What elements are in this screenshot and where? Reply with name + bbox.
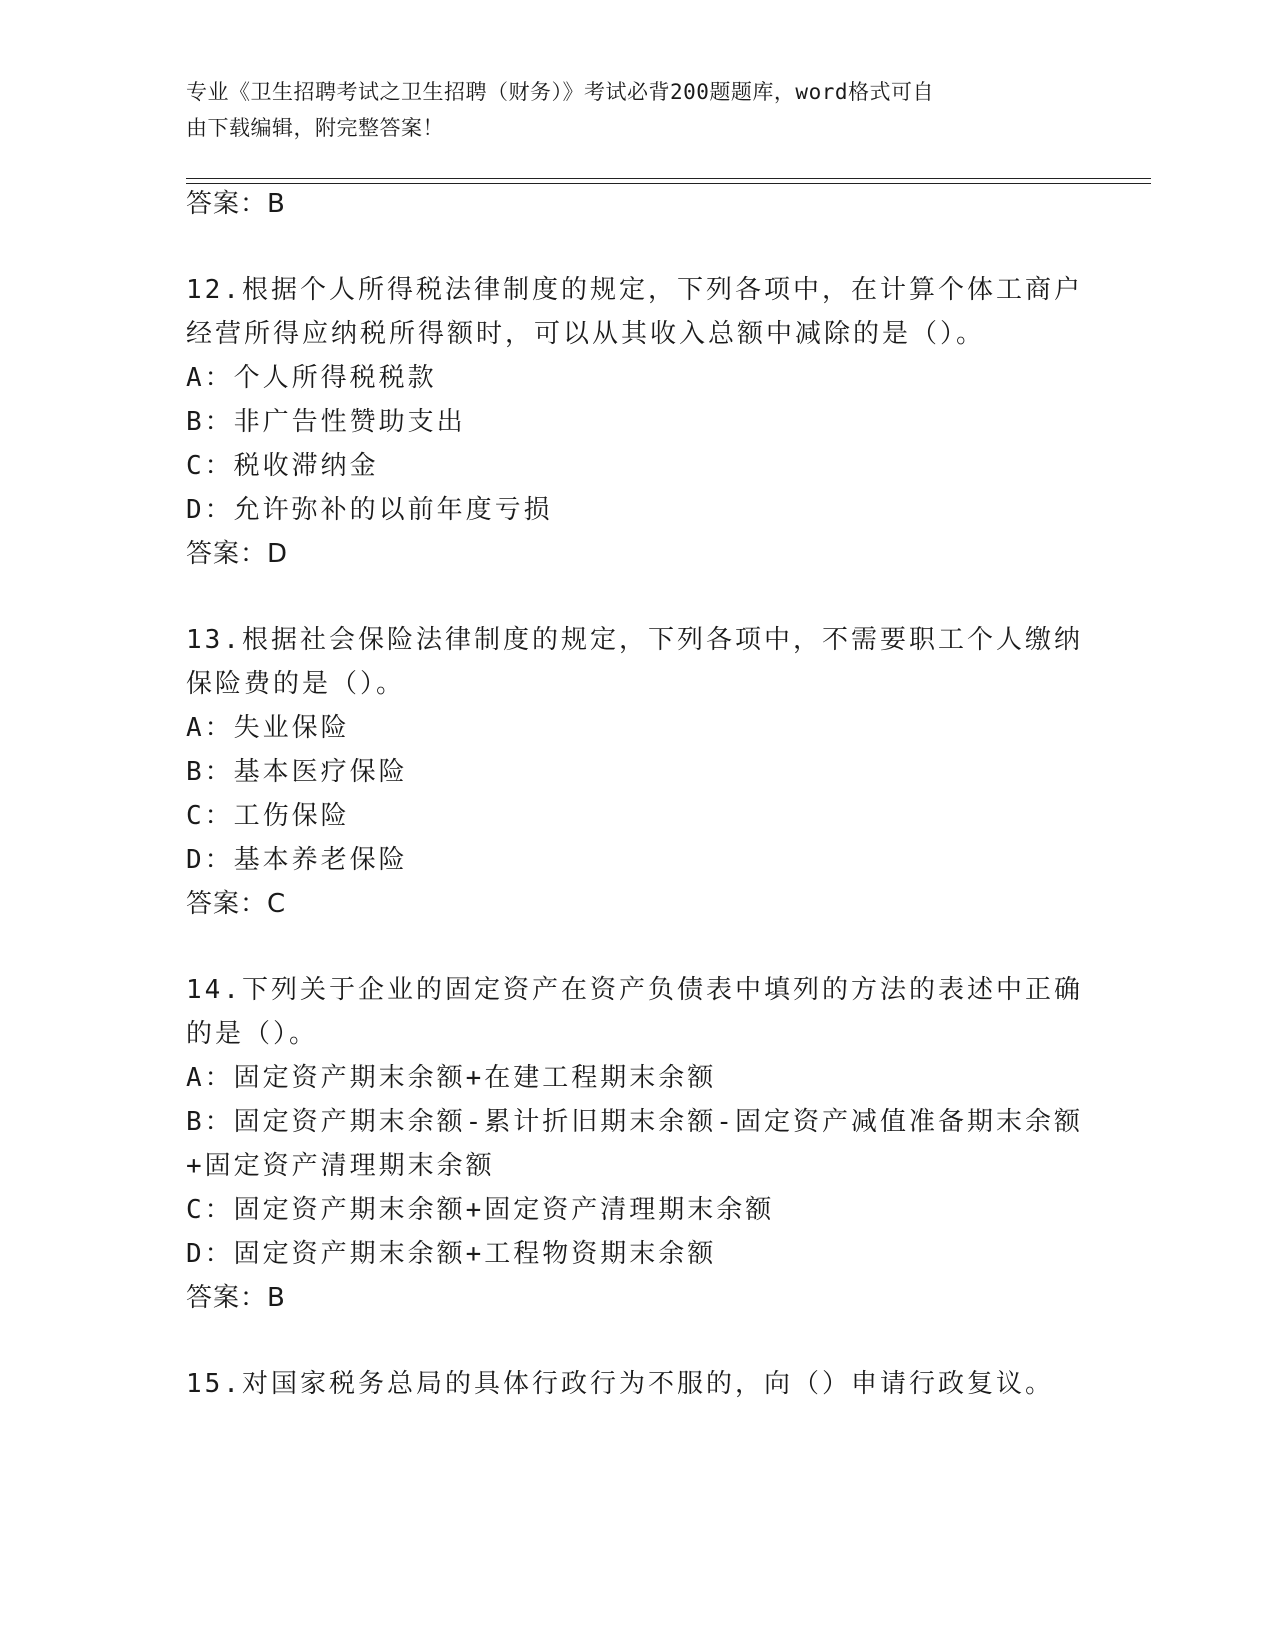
- header-line-1: 专业《卫生招聘考试之卫生招聘（财务）》考试必背200题题库，word格式可自: [186, 80, 934, 104]
- question-12-option-c: C：税收滞纳金: [186, 451, 379, 481]
- previous-question-answer: 答案：B: [186, 189, 286, 219]
- header-divider-bottom: [186, 183, 1151, 184]
- question-14-stem-line-2: 的是（）。: [186, 1019, 319, 1049]
- question-13-stem-line-2: 保险费的是（）。: [186, 669, 406, 699]
- header-divider-top: [186, 178, 1151, 179]
- question-14-option-d: D：固定资产期末余额+工程物资期末余额: [186, 1239, 717, 1269]
- question-14-stem-line-1: 14.下列关于企业的固定资产在资产负债表中填列的方法的表述中正确: [186, 975, 1083, 1005]
- question-13-option-a: A：失业保险: [186, 713, 350, 743]
- question-12-option-d: D：允许弥补的以前年度亏损: [186, 495, 553, 525]
- question-13-option-c: C：工伤保险: [186, 801, 350, 831]
- question-15-stem-line-1: 15.对国家税务总局的具体行政行为不服的，向（）申请行政复议。: [186, 1369, 1054, 1399]
- question-13-option-b: B：基本医疗保险: [186, 757, 408, 787]
- question-14-option-b-line-1: B：固定资产期末余额-累计折旧期末余额-固定资产减值准备期末余额: [186, 1107, 1083, 1137]
- question-12-stem-line-2: 经营所得应纳税所得额时，可以从其收入总额中减除的是（）。: [186, 319, 986, 349]
- question-14-option-a: A：固定资产期末余额+在建工程期末余额: [186, 1063, 717, 1093]
- question-13-stem-line-1: 13.根据社会保险法律制度的规定，下列各项中，不需要职工个人缴纳: [186, 625, 1083, 655]
- question-14-answer: 答案：B: [186, 1283, 286, 1313]
- header-line-2: 由下载编辑，附完整答案！: [186, 116, 444, 140]
- question-12-stem-line-1: 12.根据个人所得税法律制度的规定，下列各项中，在计算个体工商户: [186, 275, 1083, 305]
- question-13-option-d: D：基本养老保险: [186, 845, 408, 875]
- question-12-option-a: A：个人所得税税款: [186, 363, 437, 393]
- document-header: [186, 74, 1066, 146]
- question-12-answer: 答案：D: [186, 539, 289, 569]
- question-14-option-b-line-2: +固定资产清理期末余额: [186, 1151, 495, 1181]
- question-14-option-c: C：固定资产期末余额+固定资产清理期末余额: [186, 1195, 775, 1225]
- question-13-answer: 答案：C: [186, 889, 287, 919]
- question-12-option-b: B：非广告性赞助支出: [186, 407, 466, 437]
